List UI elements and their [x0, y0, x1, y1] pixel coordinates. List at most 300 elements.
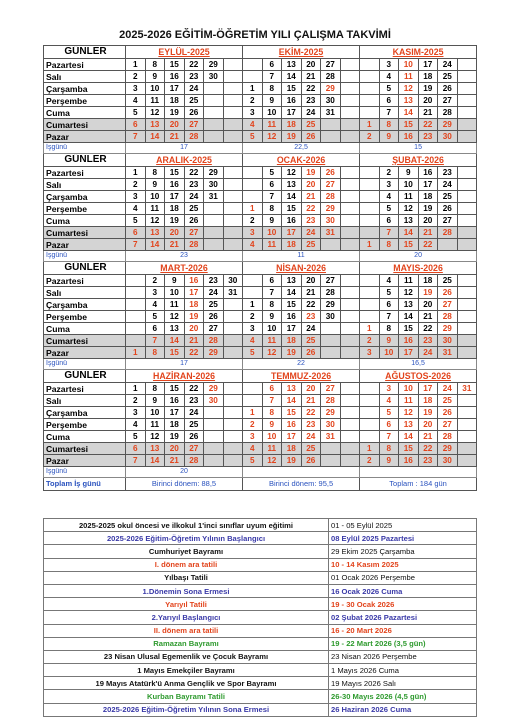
day-cell [223, 107, 243, 119]
day-cell: 30 [438, 455, 458, 467]
week-day-row [44, 119, 477, 131]
day-cell: 7 [262, 287, 282, 299]
day-cell [223, 299, 243, 311]
day-cell: 19 [165, 215, 185, 227]
day-cell [457, 239, 477, 251]
day-cell: 10 [399, 59, 419, 71]
day-cell: 6 [126, 119, 146, 131]
workday-count: 17 [126, 143, 243, 154]
day-cell: 27 [438, 215, 458, 227]
day-cell: 9 [262, 311, 282, 323]
day-cell: 17 [418, 383, 438, 395]
day-cell: 1 [243, 299, 263, 311]
day-cell [223, 311, 243, 323]
day-cell [340, 131, 360, 143]
day-cell: 5 [379, 83, 399, 95]
day-cell: 28 [438, 107, 458, 119]
day-cell: 26 [301, 347, 321, 359]
day-cell: 18 [184, 299, 204, 311]
day-cell: 24 [301, 323, 321, 335]
day-cell: 23 [301, 95, 321, 107]
day-cell [457, 167, 477, 179]
day-cell: 31 [457, 383, 477, 395]
day-cell: 28 [321, 71, 341, 83]
day-cell: 10 [379, 347, 399, 359]
day-cell: 17 [184, 287, 204, 299]
day-cell: 24 [301, 107, 321, 119]
week-day-row [44, 443, 477, 455]
week-day-row [44, 239, 477, 251]
day-cell [457, 443, 477, 455]
day-cell [321, 335, 341, 347]
day-cell [223, 335, 243, 347]
event-row [44, 545, 477, 558]
day-cell: 26 [184, 431, 204, 443]
day-cell [340, 107, 360, 119]
day-cell: 15 [165, 167, 185, 179]
day-cell: 5 [126, 215, 146, 227]
day-cell: 21 [165, 455, 185, 467]
day-cell: 3 [145, 287, 165, 299]
day-cell: 28 [438, 227, 458, 239]
day-cell: 27 [184, 119, 204, 131]
day-cell: 24 [438, 179, 458, 191]
day-cell: 22 [184, 383, 204, 395]
day-cell: 21 [184, 335, 204, 347]
day-cell: 2 [243, 95, 263, 107]
day-cell: 28 [321, 395, 341, 407]
day-cell: 22 [418, 239, 438, 251]
day-cell: 30 [321, 95, 341, 107]
day-cell: 20 [184, 323, 204, 335]
day-cell [457, 107, 477, 119]
day-cell: 13 [282, 179, 302, 191]
day-cell: 30 [438, 335, 458, 347]
day-cell [340, 347, 360, 359]
day-cell [223, 83, 243, 95]
day-cell: 3 [126, 83, 146, 95]
day-cell: 5 [379, 287, 399, 299]
day-cell: 22 [301, 83, 321, 95]
day-cell [360, 395, 380, 407]
day-cell: 5 [379, 407, 399, 419]
day-cell [223, 227, 243, 239]
day-cell: 1 [126, 167, 146, 179]
day-cell: 10 [145, 83, 165, 95]
day-cell: 14 [282, 191, 302, 203]
day-cell: 30 [204, 71, 224, 83]
day-cell: 1 [243, 203, 263, 215]
day-cell [457, 347, 477, 359]
days-header: GÜNLER [44, 370, 126, 383]
event-label: Yılbaşı Tatili [44, 571, 329, 584]
day-cell: 11 [399, 275, 419, 287]
day-cell: 16 [282, 95, 302, 107]
event-label: 19 Mayıs Atatürk'ü Anma Gençlik ve Spor Bayramı [44, 677, 329, 690]
day-cell: 6 [379, 299, 399, 311]
day-cell: 29 [204, 167, 224, 179]
day-cell [340, 239, 360, 251]
day-cell: 12 [399, 407, 419, 419]
day-cell [340, 455, 360, 467]
day-cell: 25 [301, 443, 321, 455]
day-cell: 29 [438, 323, 458, 335]
day-cell: 3 [126, 191, 146, 203]
week-day-row [44, 95, 477, 107]
day-cell: 26 [301, 131, 321, 143]
day-cell [223, 239, 243, 251]
day-cell: 3 [243, 107, 263, 119]
month-name: NİSAN-2026 [243, 262, 360, 275]
day-cell: 23 [184, 71, 204, 83]
day-cell: 25 [204, 299, 224, 311]
week-day-row [44, 395, 477, 407]
day-cell: 4 [145, 299, 165, 311]
day-cell: 5 [126, 107, 146, 119]
day-cell [223, 179, 243, 191]
workday-count [360, 467, 477, 478]
day-cell [457, 119, 477, 131]
day-cell [243, 287, 263, 299]
day-cell: 24 [204, 287, 224, 299]
day-cell: 19 [418, 203, 438, 215]
day-cell: 15 [399, 443, 419, 455]
day-cell: 4 [379, 191, 399, 203]
day-cell [204, 107, 224, 119]
day-cell [340, 335, 360, 347]
day-cell: 25 [184, 95, 204, 107]
day-cell [340, 95, 360, 107]
month-header-row [44, 262, 477, 275]
day-cell [360, 203, 380, 215]
month-header-row [44, 370, 477, 383]
day-cell: 3 [243, 323, 263, 335]
event-row [44, 624, 477, 637]
workday-row [44, 467, 477, 478]
day-cell [243, 167, 263, 179]
day-cell: 31 [223, 287, 243, 299]
day-cell [243, 395, 263, 407]
week-day-row [44, 107, 477, 119]
day-cell: 17 [418, 59, 438, 71]
day-cell: 20 [418, 299, 438, 311]
day-cell [126, 311, 146, 323]
totals-value: Birinci dönem: 88,5 [126, 478, 243, 491]
day-cell: 19 [165, 107, 185, 119]
day-cell [340, 299, 360, 311]
day-cell: 3 [126, 407, 146, 419]
event-date: 19 Mayıs 2026 Salı [329, 677, 477, 690]
day-cell: 16 [399, 335, 419, 347]
day-cell: 9 [399, 167, 419, 179]
day-cell: 24 [438, 59, 458, 71]
day-cell: 28 [204, 335, 224, 347]
event-date: 26-30 Mayıs 2026 (4,5 gün) [329, 690, 477, 703]
day-cell: 1 [360, 239, 380, 251]
day-cell: 21 [301, 395, 321, 407]
day-cell: 11 [145, 95, 165, 107]
day-cell: 3 [379, 179, 399, 191]
day-cell: 16 [282, 311, 302, 323]
day-name: Cuma [44, 323, 126, 335]
day-cell [360, 299, 380, 311]
totals-row [44, 478, 477, 491]
day-cell: 6 [379, 215, 399, 227]
day-cell: 9 [262, 215, 282, 227]
event-date: 19 - 22 Mart 2026 (3,5 gün) [329, 637, 477, 650]
day-cell [126, 323, 146, 335]
week-day-row [44, 131, 477, 143]
day-cell [457, 95, 477, 107]
day-cell: 27 [321, 59, 341, 71]
day-cell: 16 [399, 131, 419, 143]
day-cell: 1 [360, 323, 380, 335]
day-cell [321, 455, 341, 467]
event-label: 23 Nisan Ulusal Egemenlik ve Çocuk Bayramı [44, 650, 329, 663]
day-cell: 16 [165, 71, 185, 83]
event-row [44, 532, 477, 545]
event-label: Kurban Bayramı Tatili [44, 690, 329, 703]
day-cell [360, 179, 380, 191]
day-cell [204, 419, 224, 431]
event-row [44, 677, 477, 690]
day-cell: 31 [438, 347, 458, 359]
day-cell: 6 [379, 95, 399, 107]
day-cell: 17 [282, 431, 302, 443]
day-cell: 25 [301, 119, 321, 131]
day-cell: 13 [399, 95, 419, 107]
day-cell: 18 [418, 395, 438, 407]
day-cell: 13 [282, 275, 302, 287]
day-cell [223, 347, 243, 359]
day-cell: 6 [126, 443, 146, 455]
day-cell: 29 [204, 383, 224, 395]
totals-value: Toplam : 184 gün [360, 478, 477, 491]
day-cell: 21 [418, 311, 438, 323]
day-cell: 4 [126, 95, 146, 107]
day-cell: 14 [399, 311, 419, 323]
event-label: Ramazan Bayramı [44, 637, 329, 650]
day-cell: 19 [418, 287, 438, 299]
day-cell: 5 [126, 431, 146, 443]
day-name: Salı [44, 71, 126, 83]
day-cell [340, 407, 360, 419]
day-cell [223, 203, 243, 215]
event-label: 1.Dönemin Sona Ermesi [44, 584, 329, 597]
day-cell [360, 431, 380, 443]
day-cell [457, 131, 477, 143]
day-cell [360, 311, 380, 323]
day-cell [457, 323, 477, 335]
day-cell: 9 [379, 455, 399, 467]
day-cell: 18 [282, 335, 302, 347]
day-cell: 8 [379, 443, 399, 455]
day-cell [360, 287, 380, 299]
day-cell [457, 455, 477, 467]
month-name: EKİM-2025 [243, 46, 360, 59]
event-date: 01 Ocak 2026 Perşembe [329, 571, 477, 584]
day-cell: 19 [282, 347, 302, 359]
day-cell [204, 455, 224, 467]
day-name: Pazartesi [44, 383, 126, 395]
day-name: Çarşamba [44, 407, 126, 419]
day-cell: 4 [126, 419, 146, 431]
day-cell: 20 [165, 443, 185, 455]
day-cell [223, 419, 243, 431]
day-cell: 18 [165, 203, 185, 215]
day-cell: 30 [321, 215, 341, 227]
day-cell: 23 [438, 167, 458, 179]
day-cell: 22 [301, 203, 321, 215]
day-cell [243, 275, 263, 287]
day-cell [340, 83, 360, 95]
day-cell: 23 [184, 179, 204, 191]
day-cell: 24 [184, 407, 204, 419]
week-day-row [44, 335, 477, 347]
day-cell: 10 [262, 107, 282, 119]
day-cell: 29 [321, 299, 341, 311]
day-cell: 13 [282, 59, 302, 71]
day-cell: 6 [145, 323, 165, 335]
day-cell [223, 167, 243, 179]
day-cell: 14 [399, 107, 419, 119]
week-day-row [44, 179, 477, 191]
day-cell: 27 [321, 275, 341, 287]
day-cell: 4 [126, 203, 146, 215]
event-date: 01 - 05 Eylül 2025 [329, 519, 477, 532]
day-cell [457, 227, 477, 239]
day-cell: 2 [126, 179, 146, 191]
day-cell: 15 [165, 383, 185, 395]
day-cell: 10 [262, 431, 282, 443]
day-cell: 2 [360, 335, 380, 347]
day-cell: 18 [165, 419, 185, 431]
day-cell: 8 [262, 407, 282, 419]
day-cell: 20 [418, 419, 438, 431]
day-cell: 11 [399, 395, 419, 407]
day-cell: 21 [165, 239, 185, 251]
day-cell [126, 299, 146, 311]
day-cell: 8 [145, 167, 165, 179]
day-name: Perşembe [44, 95, 126, 107]
day-cell: 29 [204, 347, 224, 359]
day-cell: 26 [438, 203, 458, 215]
day-cell: 15 [165, 59, 185, 71]
workday-count: 11 [243, 251, 360, 262]
day-cell [340, 71, 360, 83]
day-cell: 21 [418, 431, 438, 443]
day-cell: 15 [399, 119, 419, 131]
week-day-row [44, 323, 477, 335]
day-cell: 12 [145, 215, 165, 227]
day-cell: 4 [243, 443, 263, 455]
day-name: Cuma [44, 431, 126, 443]
day-cell: 13 [145, 227, 165, 239]
day-cell: 1 [126, 59, 146, 71]
day-cell: 24 [184, 191, 204, 203]
day-cell: 16 [282, 215, 302, 227]
day-cell [457, 299, 477, 311]
day-cell [360, 167, 380, 179]
day-name: Cuma [44, 107, 126, 119]
day-cell: 18 [282, 119, 302, 131]
day-cell [126, 287, 146, 299]
day-cell: 2 [243, 215, 263, 227]
day-cell: 8 [145, 59, 165, 71]
day-cell: 9 [379, 131, 399, 143]
day-cell: 16 [165, 395, 185, 407]
day-cell: 20 [165, 227, 185, 239]
day-cell: 29 [204, 59, 224, 71]
week-day-row [44, 203, 477, 215]
day-cell: 2 [379, 167, 399, 179]
day-cell: 26 [438, 83, 458, 95]
day-cell: 10 [262, 323, 282, 335]
day-cell: 6 [262, 179, 282, 191]
month-name: ŞUBAT-2026 [360, 154, 477, 167]
week-day-row [44, 59, 477, 71]
day-cell: 26 [438, 407, 458, 419]
day-cell [321, 347, 341, 359]
day-cell: 20 [301, 59, 321, 71]
day-cell [340, 167, 360, 179]
day-cell: 13 [399, 299, 419, 311]
day-cell: 5 [243, 131, 263, 143]
day-cell: 9 [145, 71, 165, 83]
day-cell: 22 [301, 407, 321, 419]
day-cell [360, 83, 380, 95]
day-cell: 15 [165, 347, 185, 359]
day-cell: 8 [262, 203, 282, 215]
day-cell: 27 [184, 227, 204, 239]
day-cell [204, 119, 224, 131]
day-cell: 11 [145, 419, 165, 431]
day-cell [457, 311, 477, 323]
event-row [44, 690, 477, 703]
day-cell: 1 [243, 83, 263, 95]
day-cell: 9 [165, 275, 185, 287]
day-cell [360, 227, 380, 239]
day-cell [223, 131, 243, 143]
day-cell: 3 [379, 383, 399, 395]
event-date: 19 - 30 Ocak 2026 [329, 598, 477, 611]
day-cell: 19 [418, 83, 438, 95]
day-cell: 26 [204, 311, 224, 323]
month-name: EYLÜL-2025 [126, 46, 243, 59]
day-cell [204, 131, 224, 143]
day-cell: 24 [301, 227, 321, 239]
day-cell: 12 [145, 107, 165, 119]
day-cell: 2 [126, 395, 146, 407]
day-cell: 30 [321, 419, 341, 431]
day-cell [457, 203, 477, 215]
day-cell: 18 [282, 443, 302, 455]
day-cell [340, 227, 360, 239]
day-cell: 2 [360, 131, 380, 143]
event-label: Yarıyıl Tatili [44, 598, 329, 611]
day-cell: 27 [321, 179, 341, 191]
day-cell: 1 [360, 119, 380, 131]
day-cell: 29 [321, 83, 341, 95]
day-cell: 25 [301, 239, 321, 251]
day-cell [223, 95, 243, 107]
day-cell [321, 119, 341, 131]
day-name: Cumartesi [44, 443, 126, 455]
day-cell [204, 227, 224, 239]
day-cell: 12 [262, 455, 282, 467]
day-cell: 6 [262, 383, 282, 395]
day-cell [360, 95, 380, 107]
